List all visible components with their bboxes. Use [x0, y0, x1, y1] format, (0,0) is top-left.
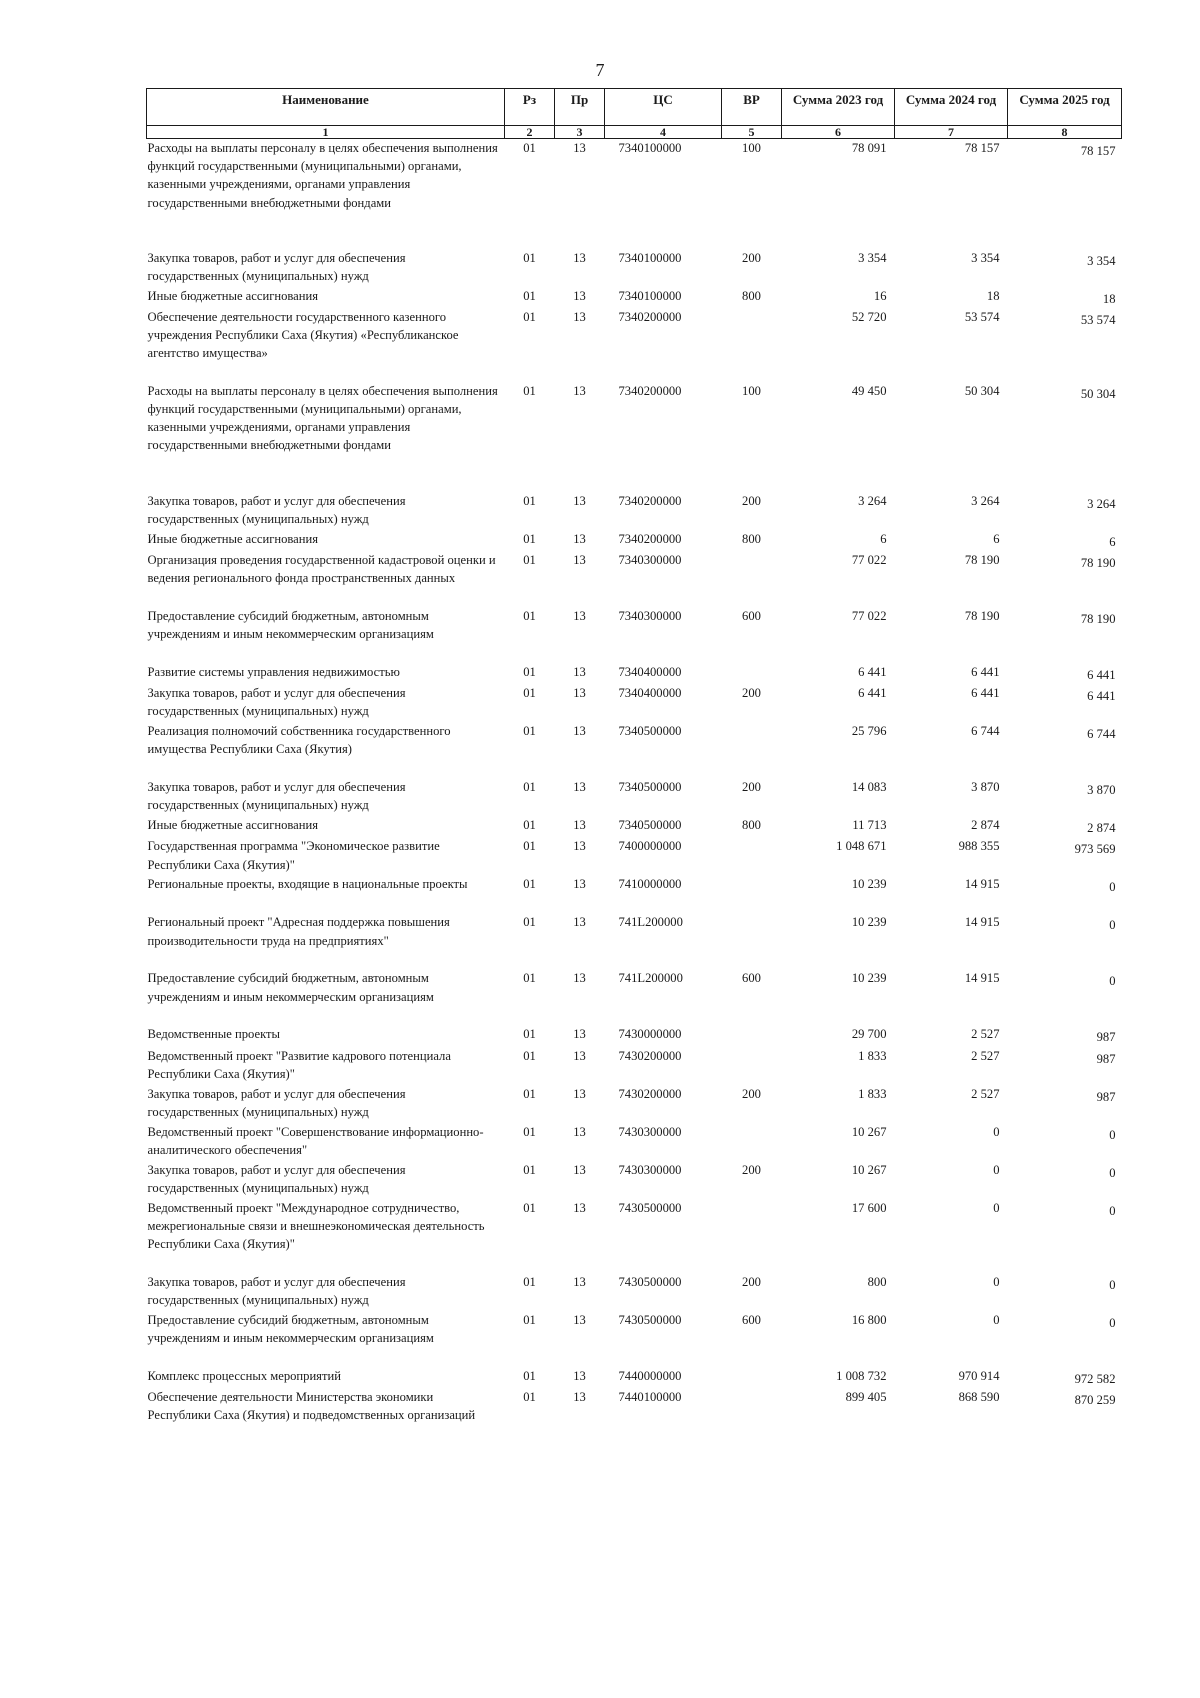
- table-row: [147, 1161, 1122, 1199]
- table-row: [147, 1367, 1122, 1388]
- row-pr: 13: [573, 288, 586, 303]
- row-name: Закупка товаров, работ и услуг для обеспечения государственных (муниципальных) нужд: [147, 780, 406, 813]
- row-sum-2023: 1 833: [858, 1048, 887, 1063]
- row-rz: 01: [523, 877, 536, 892]
- row-rz: 01: [523, 686, 536, 701]
- table-row: [147, 1199, 1122, 1273]
- column-number: 3: [555, 126, 605, 139]
- header-name: Наименование: [147, 89, 505, 126]
- row-rz: 01: [523, 1086, 536, 1101]
- row-rz: 01: [523, 971, 536, 986]
- row-name: Организация проведения государственной кадастровой оценки и ведения регионального фонда пространственных данных: [147, 552, 496, 586]
- row-rz: 01: [523, 288, 536, 303]
- row-name: Иные бюджетные ассигнования: [147, 818, 319, 833]
- row-cs: 741L200000: [618, 915, 683, 930]
- row-sum-2025: 987: [1096, 1051, 1116, 1066]
- row-vr: [722, 1199, 782, 1273]
- row-vr: [722, 837, 782, 875]
- table-row: [147, 607, 1122, 663]
- row-sum-2024: 2 527: [971, 1027, 1000, 1042]
- row-sum-2024: 3 354: [971, 250, 1000, 265]
- table-row: [147, 816, 1122, 837]
- row-pr: 13: [573, 493, 586, 508]
- row-rz: 01: [523, 383, 536, 398]
- row-cs: 7430500000: [618, 1312, 682, 1327]
- row-vr: 200: [742, 686, 761, 701]
- row-sum-2023: 6 441: [858, 686, 887, 701]
- row-vr: [722, 663, 782, 684]
- row-vr: [722, 913, 782, 969]
- row-sum-2024: 0: [993, 1200, 1000, 1215]
- row-sum-2025: 6: [1109, 534, 1116, 549]
- row-sum-2025: 3 870: [1087, 783, 1116, 798]
- row-cs: 7340200000: [618, 383, 682, 398]
- row-sum-2024: 53 574: [964, 309, 1000, 324]
- table-row: [147, 139, 1122, 249]
- row-pr: 13: [573, 839, 586, 854]
- row-pr: 13: [573, 1027, 586, 1042]
- row-sum-2025: 6 744: [1087, 727, 1116, 742]
- row-sum-2024: 50 304: [964, 383, 1000, 398]
- row-vr: 200: [742, 1086, 761, 1101]
- row-name: Закупка товаров, работ и услуг для обеспечения государственных (муниципальных) нужд: [147, 686, 406, 719]
- row-vr: [722, 875, 782, 913]
- row-name: Предоставление субсидий бюджетным, автономным учреждениям и иным некоммерческим организациям: [147, 971, 434, 1004]
- row-rz: 01: [523, 1389, 536, 1404]
- row-rz: 01: [523, 1162, 536, 1177]
- header-sum-2025: Сумма 2025 год: [1008, 89, 1122, 126]
- row-rz: 01: [523, 309, 536, 324]
- row-rz: 01: [523, 141, 536, 155]
- header-sum-2023: Сумма 2023 год: [782, 89, 895, 126]
- header-row: [147, 89, 1122, 126]
- row-vr: 600: [742, 1312, 761, 1327]
- row-vr: 100: [742, 383, 761, 398]
- row-rz: 01: [523, 724, 536, 739]
- table-row: [147, 530, 1122, 551]
- row-pr: 13: [573, 686, 586, 701]
- row-cs: 7340200000: [618, 309, 682, 324]
- row-pr: 13: [573, 1312, 586, 1327]
- row-rz: 01: [523, 1274, 536, 1289]
- row-sum-2023: 10 267: [851, 1162, 887, 1177]
- row-name: Ведомственный проект "Международное сотрудничество, межрегиональные связи и внешнеэкономическая деятельность Республики Саха (Якутия)": [147, 1200, 485, 1251]
- row-sum-2023: 77 022: [851, 608, 887, 623]
- row-sum-2024: 0: [993, 1312, 1000, 1327]
- row-sum-2023: 6: [880, 531, 887, 546]
- row-cs: 7430500000: [618, 1274, 682, 1289]
- table-row: [147, 287, 1122, 308]
- column-number: 6: [782, 126, 895, 139]
- row-name: Региональный проект "Адресная поддержка повышения производительности труда на предприятиях": [147, 915, 450, 948]
- row-sum-2023: 1 048 671: [836, 839, 887, 854]
- row-name: Ведомственные проекты: [147, 1027, 280, 1042]
- row-vr: 100: [742, 141, 761, 155]
- row-sum-2024: 78 190: [964, 552, 1000, 567]
- row-rz: 01: [523, 1312, 536, 1327]
- table-row: [147, 249, 1122, 287]
- row-rz: 01: [523, 1048, 536, 1063]
- row-name: Комплекс процессных мероприятий: [147, 1368, 341, 1383]
- row-sum-2025: 987: [1096, 1089, 1116, 1104]
- row-sum-2025: 53 574: [1080, 312, 1116, 327]
- row-sum-2024: 14 915: [964, 915, 1000, 930]
- row-cs: 7340400000: [618, 664, 682, 679]
- row-pr: 13: [573, 818, 586, 833]
- row-sum-2024: 78 190: [964, 608, 1000, 623]
- row-pr: 13: [573, 1274, 586, 1289]
- row-cs: 741L200000: [618, 971, 683, 986]
- row-vr: 200: [742, 250, 761, 265]
- row-name: Обеспечение деятельности государственного казенного учреждения Республики Саха (Якутия) «Республиканское агентство имущества»: [147, 309, 459, 361]
- row-pr: 13: [573, 1048, 586, 1063]
- column-number-row: [147, 126, 1122, 139]
- row-vr: [722, 551, 782, 607]
- header-cs: ЦС: [605, 89, 722, 126]
- row-cs: 7430500000: [618, 1200, 682, 1215]
- column-number: 4: [605, 126, 722, 139]
- row-vr: [722, 1025, 782, 1046]
- row-sum-2024: 0: [993, 1162, 1000, 1177]
- row-sum-2025: 0: [1109, 1127, 1116, 1142]
- page-number: 7: [595, 60, 605, 80]
- row-sum-2023: 10 267: [851, 1124, 887, 1139]
- header-vr: ВР: [722, 89, 782, 126]
- row-name: Закупка товаров, работ и услуг для обеспечения государственных (муниципальных) нужд: [147, 250, 406, 283]
- row-sum-2025: 50 304: [1080, 386, 1116, 401]
- row-vr: [722, 1388, 782, 1444]
- row-name: Иные бюджетные ассигнования: [147, 288, 319, 303]
- row-rz: 01: [523, 915, 536, 930]
- row-sum-2023: 3 264: [858, 493, 887, 508]
- row-sum-2023: 1 008 732: [836, 1368, 887, 1383]
- table-row: [147, 1311, 1122, 1367]
- row-name: Государственная программа "Экономическое развитие Республики Саха (Якутия)": [147, 839, 440, 872]
- row-sum-2025: 0: [1109, 1203, 1116, 1218]
- row-cs: 7340500000: [618, 818, 682, 833]
- row-sum-2024: 78 157: [964, 141, 1000, 155]
- row-sum-2024: 868 590: [958, 1389, 1000, 1404]
- row-rz: 01: [523, 818, 536, 833]
- row-pr: 13: [573, 664, 586, 679]
- row-pr: 13: [573, 1368, 586, 1383]
- row-pr: 13: [573, 780, 586, 795]
- row-cs: 7440000000: [618, 1368, 682, 1383]
- row-rz: 01: [523, 1124, 536, 1139]
- column-number: 2: [505, 126, 555, 139]
- table-row: [147, 875, 1122, 913]
- row-sum-2025: 870 259: [1074, 1392, 1116, 1407]
- row-sum-2023: 899 405: [845, 1389, 887, 1404]
- row-pr: 13: [573, 250, 586, 265]
- row-vr: 600: [742, 608, 761, 623]
- row-cs: 7340300000: [618, 552, 682, 567]
- row-rz: 01: [523, 552, 536, 567]
- table-row: [147, 913, 1122, 969]
- row-vr: 200: [742, 1274, 761, 1289]
- row-name: Предоставление субсидий бюджетным, автономным учреждениям и иным некоммерческим организациям: [147, 608, 434, 642]
- row-pr: 13: [573, 1162, 586, 1177]
- row-sum-2024: 0: [993, 1124, 1000, 1139]
- table-row: [147, 663, 1122, 684]
- row-cs: 7340100000: [618, 141, 682, 155]
- row-name: Закупка товаров, работ и услуг для обеспечения государственных (муниципальных) нужд: [147, 1086, 406, 1119]
- row-rz: 01: [523, 1368, 536, 1383]
- row-sum-2025: 973 569: [1074, 842, 1116, 857]
- column-number: 8: [1008, 126, 1122, 139]
- row-cs: 7340400000: [618, 686, 682, 701]
- row-sum-2024: 18: [986, 288, 1000, 303]
- row-name: Закупка товаров, работ и услуг для обеспечения государственных (муниципальных) нужд: [147, 1274, 406, 1307]
- row-vr: 200: [742, 780, 761, 795]
- row-cs: 7410000000: [618, 877, 682, 892]
- table-row: [147, 551, 1122, 607]
- row-sum-2024: 2 527: [971, 1086, 1000, 1101]
- row-sum-2025: 987: [1096, 1030, 1116, 1045]
- row-sum-2023: 16: [873, 288, 887, 303]
- row-sum-2025: 3 354: [1087, 253, 1116, 268]
- table-row: [147, 492, 1122, 530]
- row-sum-2025: 2 874: [1087, 821, 1116, 836]
- row-sum-2023: 49 450: [851, 383, 887, 398]
- table-row: [147, 969, 1122, 1025]
- row-sum-2025: 6 441: [1087, 689, 1116, 704]
- row-sum-2025: 18: [1102, 291, 1116, 306]
- row-pr: 13: [573, 971, 586, 986]
- column-number: 1: [147, 126, 505, 139]
- row-name: Иные бюджетные ассигнования: [147, 531, 319, 546]
- row-sum-2024: 6: [993, 531, 1000, 546]
- row-pr: 13: [573, 1389, 586, 1404]
- row-name: Развитие системы управления недвижимостью: [147, 664, 400, 679]
- row-vr: 600: [742, 971, 761, 986]
- row-cs: 7340100000: [618, 250, 682, 265]
- row-vr: 800: [742, 288, 761, 303]
- row-sum-2024: 2 527: [971, 1048, 1000, 1063]
- row-vr: 800: [742, 531, 761, 546]
- row-sum-2025: 0: [1109, 1165, 1116, 1180]
- row-pr: 13: [573, 1200, 586, 1215]
- row-sum-2024: 14 915: [964, 877, 1000, 892]
- row-rz: 01: [523, 1027, 536, 1042]
- row-name: Закупка товаров, работ и услуг для обеспечения государственных (муниципальных) нужд: [147, 493, 406, 526]
- row-rz: 01: [523, 780, 536, 795]
- row-vr: [722, 308, 782, 382]
- row-sum-2025: 0: [1109, 974, 1116, 989]
- row-sum-2023: 77 022: [851, 552, 887, 567]
- column-number: 7: [895, 126, 1008, 139]
- row-pr: 13: [573, 531, 586, 546]
- row-name: Реализация полномочий собственника государственного имущества Республики Саха (Якутия): [147, 724, 451, 757]
- row-sum-2023: 6 441: [858, 664, 887, 679]
- row-name: Ведомственный проект "Совершенствование информационно-аналитического обеспечения": [147, 1124, 484, 1157]
- row-sum-2025: 6 441: [1087, 667, 1116, 682]
- row-sum-2023: 78 091: [851, 141, 887, 155]
- header-sum-2024: Сумма 2024 год: [895, 89, 1008, 126]
- row-sum-2025: 78 190: [1080, 611, 1116, 626]
- row-pr: 13: [573, 877, 586, 892]
- row-vr: [722, 1047, 782, 1085]
- row-cs: 7430200000: [618, 1048, 682, 1063]
- row-sum-2023: 10 239: [851, 971, 887, 986]
- row-cs: 7400000000: [618, 839, 682, 854]
- table-body: [147, 139, 1122, 1444]
- row-cs: 7340200000: [618, 531, 682, 546]
- row-pr: 13: [573, 309, 586, 324]
- budget-table: [146, 88, 1122, 1444]
- row-sum-2023: 11 713: [852, 818, 887, 833]
- row-sum-2025: 78 190: [1080, 555, 1116, 570]
- row-sum-2023: 10 239: [851, 877, 887, 892]
- header-pr: Пр: [555, 89, 605, 126]
- row-sum-2023: 29 700: [851, 1027, 887, 1042]
- row-sum-2023: 17 600: [851, 1200, 887, 1215]
- row-sum-2025: 0: [1109, 918, 1116, 933]
- row-cs: 7430200000: [618, 1086, 682, 1101]
- row-pr: 13: [573, 724, 586, 739]
- row-sum-2024: 2 874: [971, 818, 1000, 833]
- row-sum-2025: 0: [1109, 880, 1116, 895]
- row-rz: 01: [523, 664, 536, 679]
- table-row: [147, 778, 1122, 816]
- row-sum-2023: 52 720: [851, 309, 887, 324]
- row-sum-2023: 1 833: [858, 1086, 887, 1101]
- table-row: [147, 308, 1122, 382]
- row-sum-2023: 14 083: [851, 780, 887, 795]
- column-number: 5: [722, 126, 782, 139]
- table-row: [147, 684, 1122, 722]
- table-row: [147, 1085, 1122, 1123]
- table-row: [147, 382, 1122, 492]
- row-pr: 13: [573, 608, 586, 623]
- row-name: Региональные проекты, входящие в национальные проекты: [147, 877, 468, 892]
- row-rz: 01: [523, 839, 536, 854]
- table-row: [147, 1047, 1122, 1085]
- row-rz: 01: [523, 531, 536, 546]
- row-sum-2024: 988 355: [958, 839, 1000, 854]
- row-pr: 13: [573, 1086, 586, 1101]
- row-sum-2025: 3 264: [1087, 496, 1116, 511]
- table-row: [147, 837, 1122, 875]
- row-sum-2023: 16 800: [851, 1312, 887, 1327]
- row-sum-2024: 6 441: [971, 686, 1000, 701]
- row-vr: [722, 722, 782, 778]
- row-cs: 7430000000: [618, 1027, 682, 1042]
- row-sum-2025: 0: [1109, 1315, 1116, 1330]
- row-sum-2023: 800: [867, 1274, 887, 1289]
- row-sum-2025: 0: [1109, 1277, 1116, 1292]
- row-name: Расходы на выплаты персоналу в целях обеспечения выполнения функций государственными (муниципальными) органами, казенными учреждениями, органами управления государственными внебюджетными фондами: [147, 141, 498, 210]
- row-vr: 800: [742, 818, 761, 833]
- row-sum-2025: 972 582: [1074, 1371, 1116, 1386]
- row-sum-2024: 3 264: [971, 493, 1000, 508]
- row-pr: 13: [573, 552, 586, 567]
- row-sum-2025: 78 157: [1080, 144, 1116, 158]
- row-name: Расходы на выплаты персоналу в целях обеспечения выполнения функций государственными (муниципальными) органами, казенными учреждениями, органами управления государственными внебюджетными фондами: [147, 383, 498, 453]
- budget-table-container: [146, 88, 1121, 1444]
- row-sum-2023: 10 239: [851, 915, 887, 930]
- table-row: [147, 1273, 1122, 1311]
- row-cs: 7340200000: [618, 493, 682, 508]
- table-row: [147, 1123, 1122, 1161]
- row-name: Предоставление субсидий бюджетным, автономным учреждениям и иным некоммерческим организациям: [147, 1312, 434, 1345]
- row-pr: 13: [573, 383, 586, 398]
- row-name: Закупка товаров, работ и услуг для обеспечения государственных (муниципальных) нужд: [147, 1162, 406, 1195]
- row-vr: [722, 1123, 782, 1161]
- row-sum-2024: 970 914: [958, 1368, 1000, 1383]
- row-vr: 200: [742, 493, 761, 508]
- row-sum-2024: 0: [993, 1274, 1000, 1289]
- table-row: [147, 722, 1122, 778]
- row-sum-2023: 3 354: [858, 250, 887, 265]
- table-row: [147, 1388, 1122, 1444]
- row-rz: 01: [523, 493, 536, 508]
- row-cs: 7340500000: [618, 724, 682, 739]
- row-sum-2024: 6 744: [971, 724, 1000, 739]
- row-pr: 13: [573, 1124, 586, 1139]
- row-cs: 7340100000: [618, 288, 682, 303]
- header-rz: Рз: [505, 89, 555, 126]
- row-sum-2024: 3 870: [971, 780, 1000, 795]
- row-vr: 200: [742, 1162, 761, 1177]
- row-name: Обеспечение деятельности Министерства экономики Республики Саха (Якутия) и подведомственных организаций: [147, 1389, 476, 1422]
- table-row: [147, 1025, 1122, 1046]
- row-rz: 01: [523, 608, 536, 623]
- row-cs: 7440100000: [618, 1389, 682, 1404]
- row-rz: 01: [523, 1200, 536, 1215]
- row-name: Ведомственный проект "Развитие кадрового потенциала Республики Саха (Якутия)": [147, 1048, 451, 1081]
- row-sum-2024: 14 915: [964, 971, 1000, 986]
- row-cs: 7340300000: [618, 608, 682, 623]
- row-cs: 7430300000: [618, 1162, 682, 1177]
- row-sum-2024: 6 441: [971, 664, 1000, 679]
- row-pr: 13: [573, 141, 586, 155]
- row-sum-2023: 25 796: [851, 724, 887, 739]
- row-vr: [722, 1367, 782, 1388]
- row-cs: 7430300000: [618, 1124, 682, 1139]
- row-rz: 01: [523, 250, 536, 265]
- row-cs: 7340500000: [618, 780, 682, 795]
- row-pr: 13: [573, 915, 586, 930]
